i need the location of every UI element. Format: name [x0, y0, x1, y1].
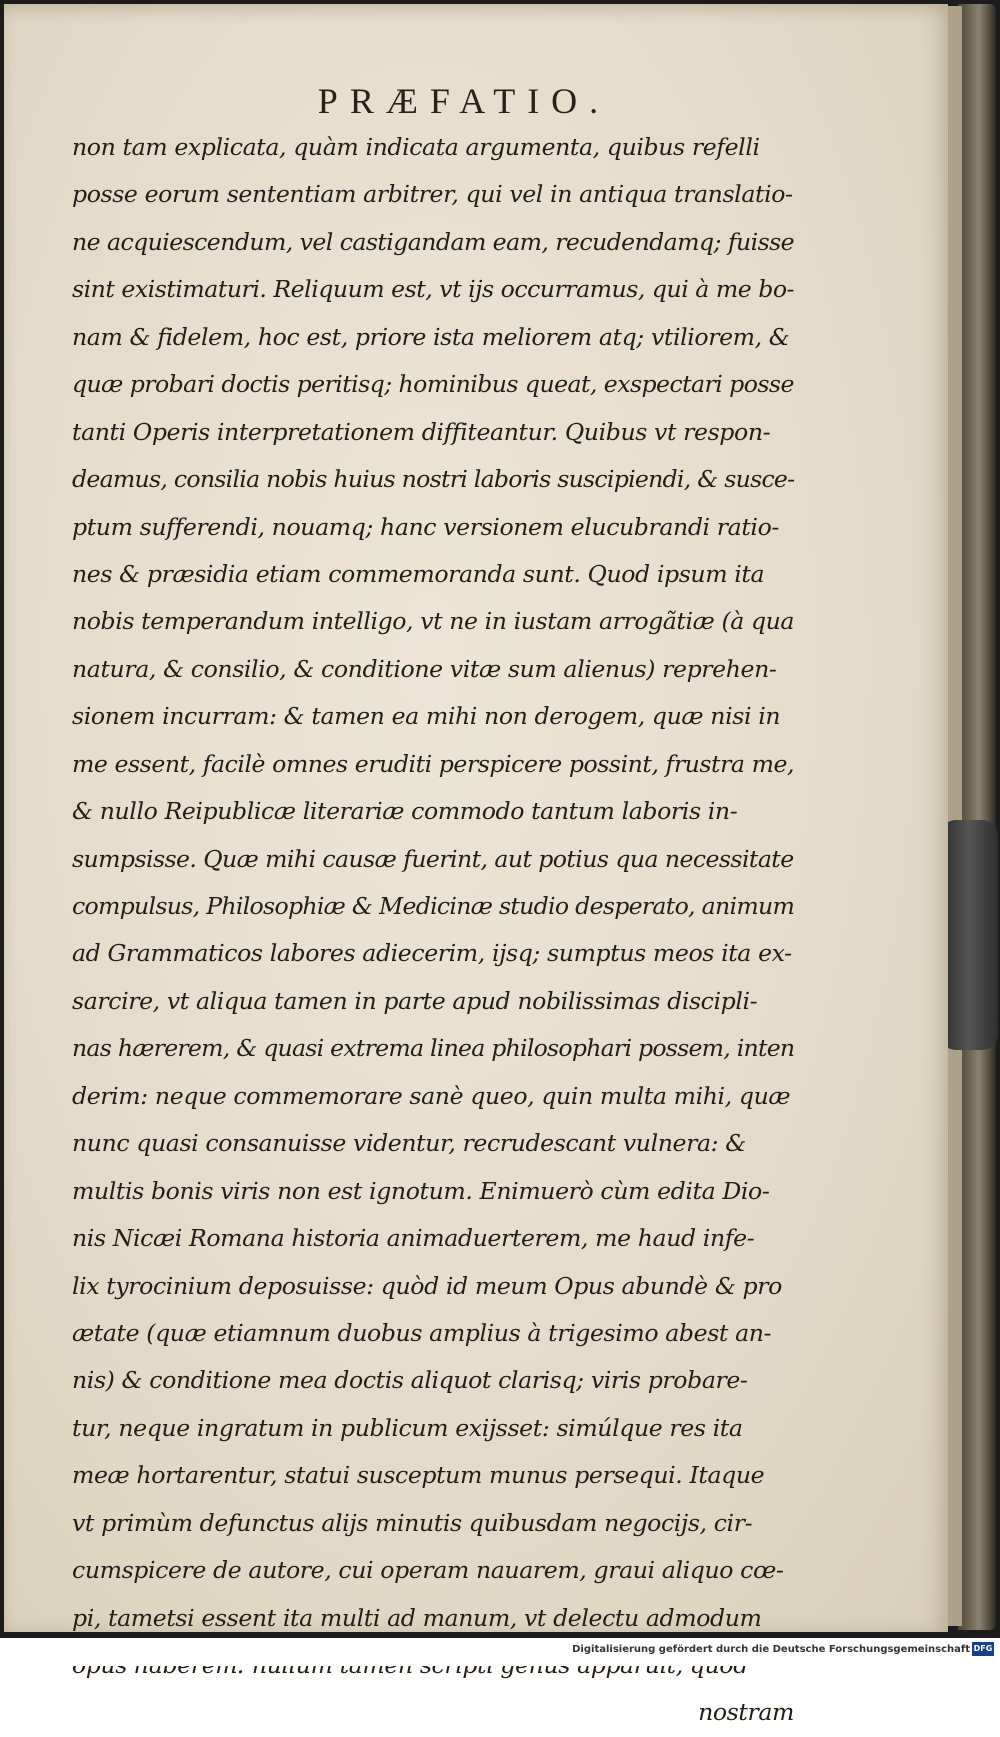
- text-line: sionem incurram: & tamen ea mihi non derogem, quæ nisi in: [72, 702, 781, 731]
- text-line: nas hærerem, & quasi extrema linea philosophari possem, inten: [72, 1034, 795, 1063]
- text-line: sarcire, vt aliqua tamen in parte apud nobilissimas discipli-: [72, 986, 758, 1015]
- text-line: lix tyrocinium deposuisse: quòd id meum Opus abundè & pro: [72, 1271, 782, 1300]
- page-stack-edge: [946, 6, 962, 1626]
- text-line: cumspicere de autore, cui operam nauarem, graui aliquo cœ-: [72, 1556, 784, 1585]
- text-line: nes & præsidia etiam commemoranda sunt. Quod ipsum ita: [72, 559, 765, 588]
- text-line: sumpsisse. Quæ mihi causæ fuerint, aut potius qua necessitate: [72, 844, 794, 873]
- text-line: quæ probari doctis peritisq; hominibus queat, exspectari posse: [72, 370, 794, 399]
- text-line: nam & fidelem, hoc est, priore ista meliorem atq; vtiliorem, &: [72, 322, 790, 351]
- text-line: ptum sufferendi, nouamq; hanc versionem elucubrandi ratio-: [72, 512, 779, 541]
- text-line: non tam explicata, quàm indicata argumenta, quibus refelli: [72, 133, 760, 161]
- text-line: ad Grammaticos labores adiecerim, ijsq; sumptus meos ita ex-: [72, 939, 792, 968]
- text-line: meæ hortarentur, statui susceptum munus persequi. Itaque: [72, 1461, 765, 1490]
- footer-credit: Digitalisierung gefördert durch die Deutsche Forschungsgemeinschaft: [572, 1644, 970, 1655]
- text-line: derim: neque commemorare sanè queo, quin multa mihi, quæ: [72, 1081, 791, 1110]
- text-line: deamus, consilia nobis huius nostri laboris suscipiendi, & susce-: [72, 465, 795, 494]
- book-edge: [958, 4, 996, 1630]
- running-head: PRÆFATIO.: [317, 81, 611, 121]
- text-line: nis) & conditione mea doctis aliquot clarisq; viris probare-: [72, 1366, 748, 1395]
- text-line: natura, & consilio, & conditione vitæ sum alienus) reprehen-: [72, 654, 777, 683]
- text-line: tanti Operis interpretationem diffiteantur. Quibus vt respon-: [72, 417, 771, 446]
- text-line: nunc quasi consanuisse videntur, recrudescant vulnera: &: [72, 1129, 746, 1158]
- text-line: ne acquiescendum, vel castigandam eam, recudendamq; fuisse: [72, 227, 795, 256]
- text-line: nobis temperandum intelligo, vt ne in iustam arrogãtiæ (à qua: [72, 607, 795, 636]
- catchword: nostram: [698, 1698, 794, 1727]
- book-clamp: [940, 820, 998, 1050]
- text-line: & nullo Reipublicæ literariæ commodo tantum laboris in-: [72, 797, 738, 826]
- text-line: tur, neque ingratum in publicum exijsset: simúlque res ita: [72, 1413, 743, 1442]
- dfg-logo-icon: DFG: [972, 1642, 994, 1656]
- text-line: me essent, facilè omnes eruditi perspicere possint, frustra me,: [72, 749, 795, 778]
- text-line: sint existimaturi. Reliquum est, vt ijs occurramus, qui à me bo-: [72, 275, 795, 304]
- text-line: pi, tametsi essent ita multi ad manum, vt delectu admodum: [72, 1603, 762, 1632]
- text-line: nis Nicæi Romana historia animaduerterem, me haud infe-: [72, 1224, 755, 1253]
- text-line: compulsus, Philosophiæ & Medicinæ studio desperato, animum: [72, 892, 795, 920]
- text-line: ætate (quæ etiamnum duobus amplius à trigesimo abest an-: [72, 1318, 772, 1347]
- text-line: vt primùm defunctus alijs minutis quibusdam negocijs, cir-: [72, 1508, 753, 1537]
- text-line: posse eorum sententiam arbitrer, qui vel in antiqua translatio-: [72, 180, 793, 209]
- text-block: [72, 124, 794, 1737]
- text-line: multis bonis viris non est ignotum. Enimuerò cùm edita Dio-: [72, 1176, 770, 1205]
